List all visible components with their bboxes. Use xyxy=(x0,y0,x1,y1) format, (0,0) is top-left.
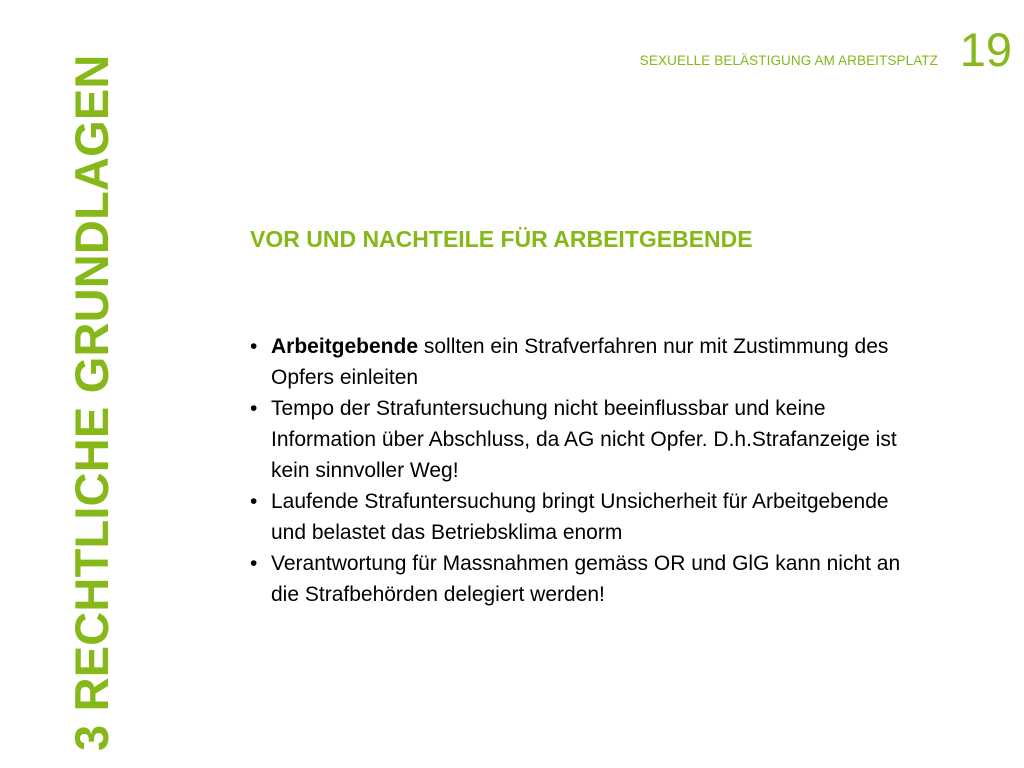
bullet-text: sollten ein Strafverfahren nur mit Zustimmung des Opfers einleiten xyxy=(271,335,889,389)
bullet-dot-icon: • xyxy=(250,552,258,575)
page-number: 19 xyxy=(959,23,1012,76)
bullet-list xyxy=(250,331,910,610)
bullet-item xyxy=(250,486,910,548)
bullet-item xyxy=(250,548,910,610)
header-title: SEXUELLE BELÄSTIGUNG AM ARBEITSPLATZ xyxy=(639,53,938,68)
bullet-text: Laufende Strafuntersuchung bringt Unsicherheit für Arbeitgebende und belastet das Betriebsklima enorm xyxy=(271,490,889,544)
chapter-title-vertical: 3 RECHTLICHE GRUNDLAGEN xyxy=(65,54,118,751)
bullet-text: Verantwortung für Massnahmen gemäss OR und GlG kann nicht an die Strafbehörden delegiert werden! xyxy=(271,552,901,606)
bullet-item xyxy=(250,331,910,393)
bullet-item xyxy=(250,393,910,486)
bullet-text: Tempo der Strafuntersuchung nicht beeinflussbar und keine Information über Abschluss, da AG nicht Opfer. D.h.Strafanzeige ist kein sinnvoller Weg! xyxy=(271,397,897,482)
bullet-dot-icon: • xyxy=(250,490,258,513)
section-heading: VOR UND NACHTEILE FÜR ARBEITGEBENDE xyxy=(250,226,753,252)
bullet-dot-icon: • xyxy=(250,397,258,420)
bullet-bold-term: Arbeitgebende xyxy=(271,335,419,358)
bullet-dot-icon: • xyxy=(250,335,258,358)
